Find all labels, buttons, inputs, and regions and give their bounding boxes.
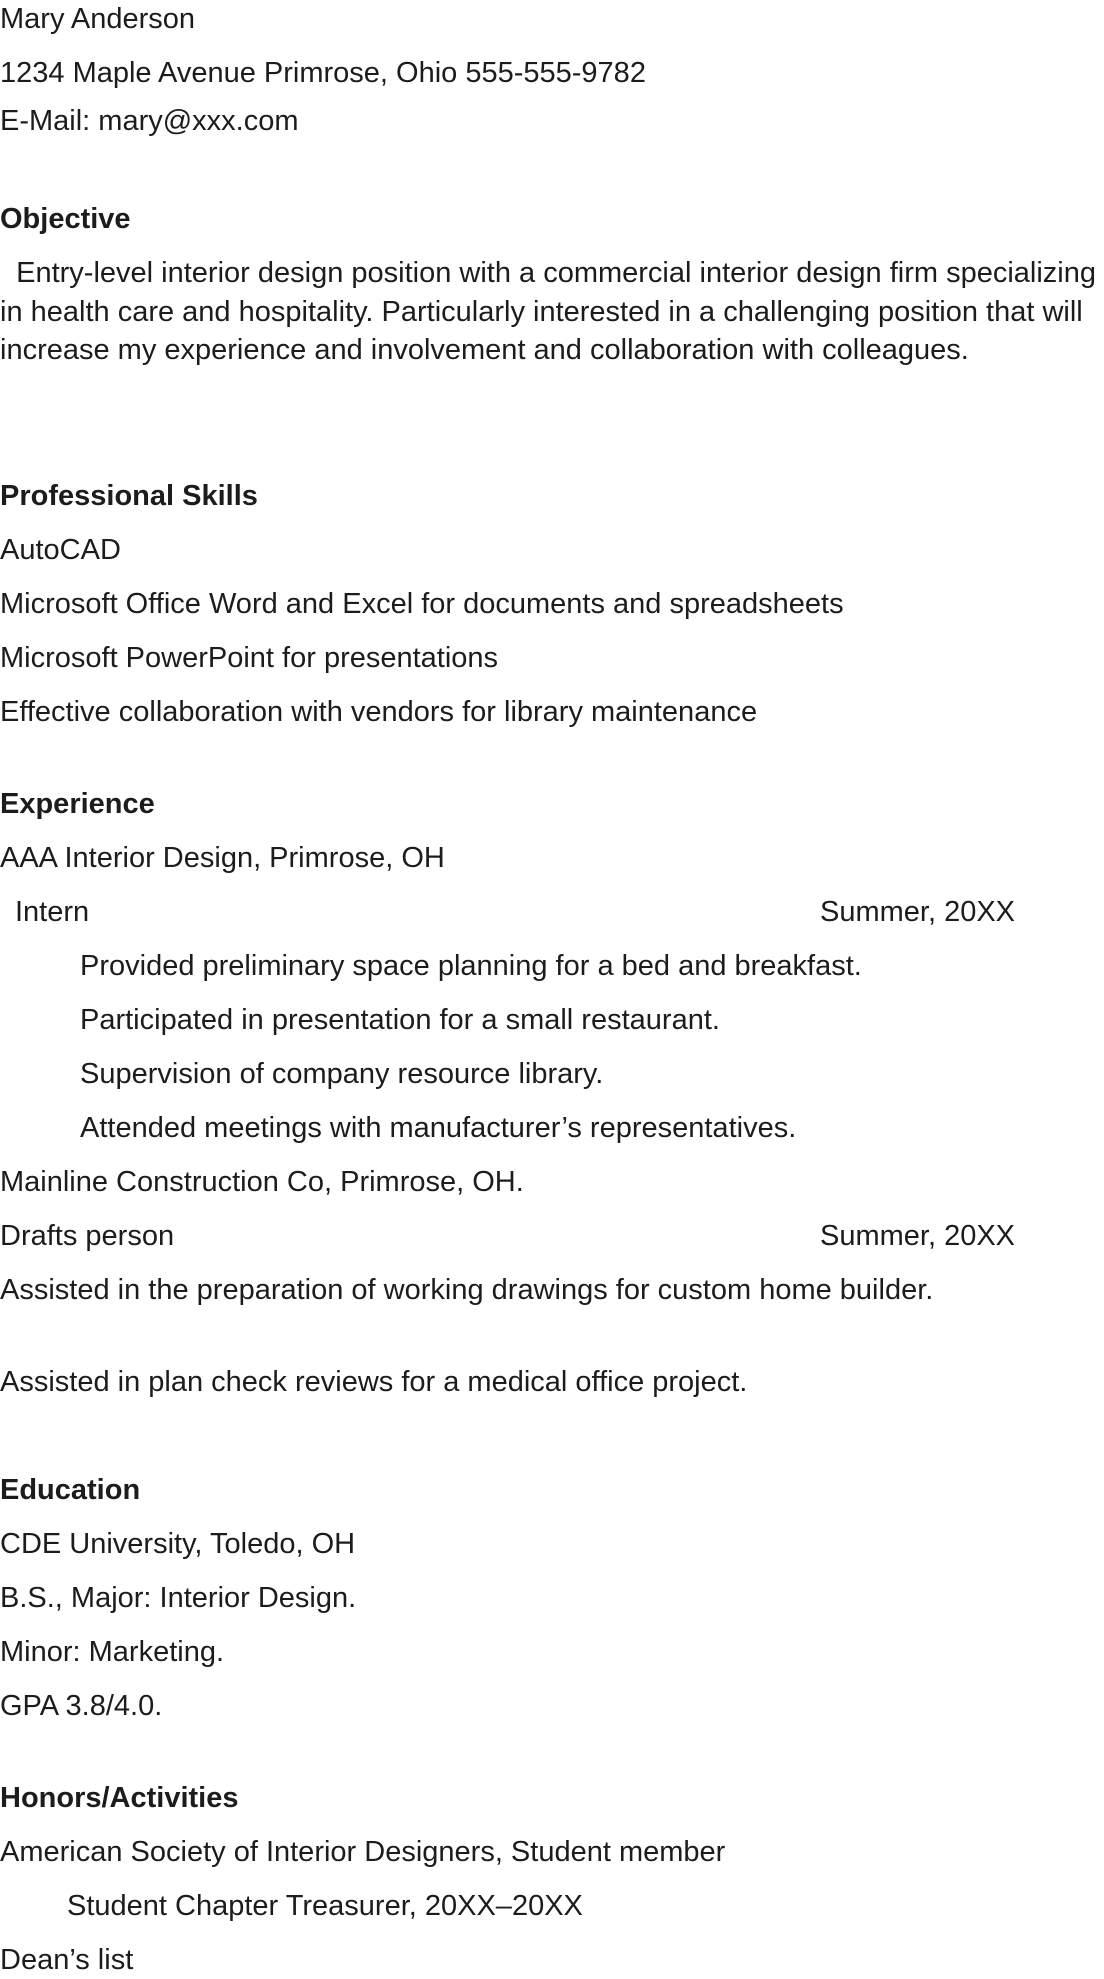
honors-item: Student Chapter Treasurer, 20XX–20XX: [67, 1890, 583, 1922]
job-dates: Summer, 20XX: [820, 896, 1016, 928]
applicant-name: Mary Anderson: [0, 3, 196, 35]
address-phone: 1234 Maple Avenue Primrose, Ohio 555-555-9782: [0, 57, 646, 89]
job-title: Drafts person: [0, 1220, 175, 1252]
skills-heading: Professional Skills: [0, 480, 258, 512]
skill-item: Microsoft PowerPoint for presentations: [0, 642, 499, 674]
skill-item: Microsoft Office Word and Excel for documents and spreadsheets: [0, 588, 844, 620]
objective-text: Entry-level interior design position with a commercial interior design firm specializing in health care and hospitality. Particularly interested in a challenging position that will increase my experience and involvement and collaboration with colleagues.: [0, 257, 1104, 366]
skill-item: Effective collaboration with vendors for library maintenance: [0, 696, 758, 728]
email: E-Mail: mary@xxx.com: [0, 105, 299, 137]
job-title: Intern: [15, 896, 90, 928]
education-item: GPA 3.8/4.0.: [0, 1690, 163, 1722]
job-duty: Attended meetings with manufacturer’s representatives.: [80, 1112, 797, 1144]
objective-heading: Objective: [0, 203, 131, 235]
honors-item: Dean’s list: [0, 1944, 134, 1976]
education-item: CDE University, Toledo, OH: [0, 1528, 356, 1560]
job-duty: Supervision of company resource library.: [80, 1058, 604, 1090]
job-duty: Assisted in the preparation of working drawings for custom home builder.: [0, 1274, 934, 1306]
honors-heading: Honors/Activities: [0, 1782, 239, 1814]
job-duty: Participated in presentation for a small restaurant.: [80, 1004, 720, 1036]
job-duty: Assisted in plan check reviews for a medical office project.: [0, 1366, 748, 1398]
job-company: Mainline Construction Co, Primrose, OH.: [0, 1166, 524, 1198]
education-item: B.S., Major: Interior Design.: [0, 1582, 357, 1614]
job-company: AAA Interior Design, Primrose, OH: [0, 842, 445, 874]
skill-item: AutoCAD: [0, 534, 121, 566]
job-dates: Summer, 20XX: [820, 1220, 1016, 1252]
job-duty: Provided preliminary space planning for a bed and breakfast.: [80, 950, 862, 982]
education-heading: Education: [0, 1474, 141, 1506]
honors-item: American Society of Interior Designers, Student member: [0, 1836, 726, 1868]
experience-heading: Experience: [0, 788, 155, 820]
education-item: Minor: Marketing.: [0, 1636, 225, 1668]
